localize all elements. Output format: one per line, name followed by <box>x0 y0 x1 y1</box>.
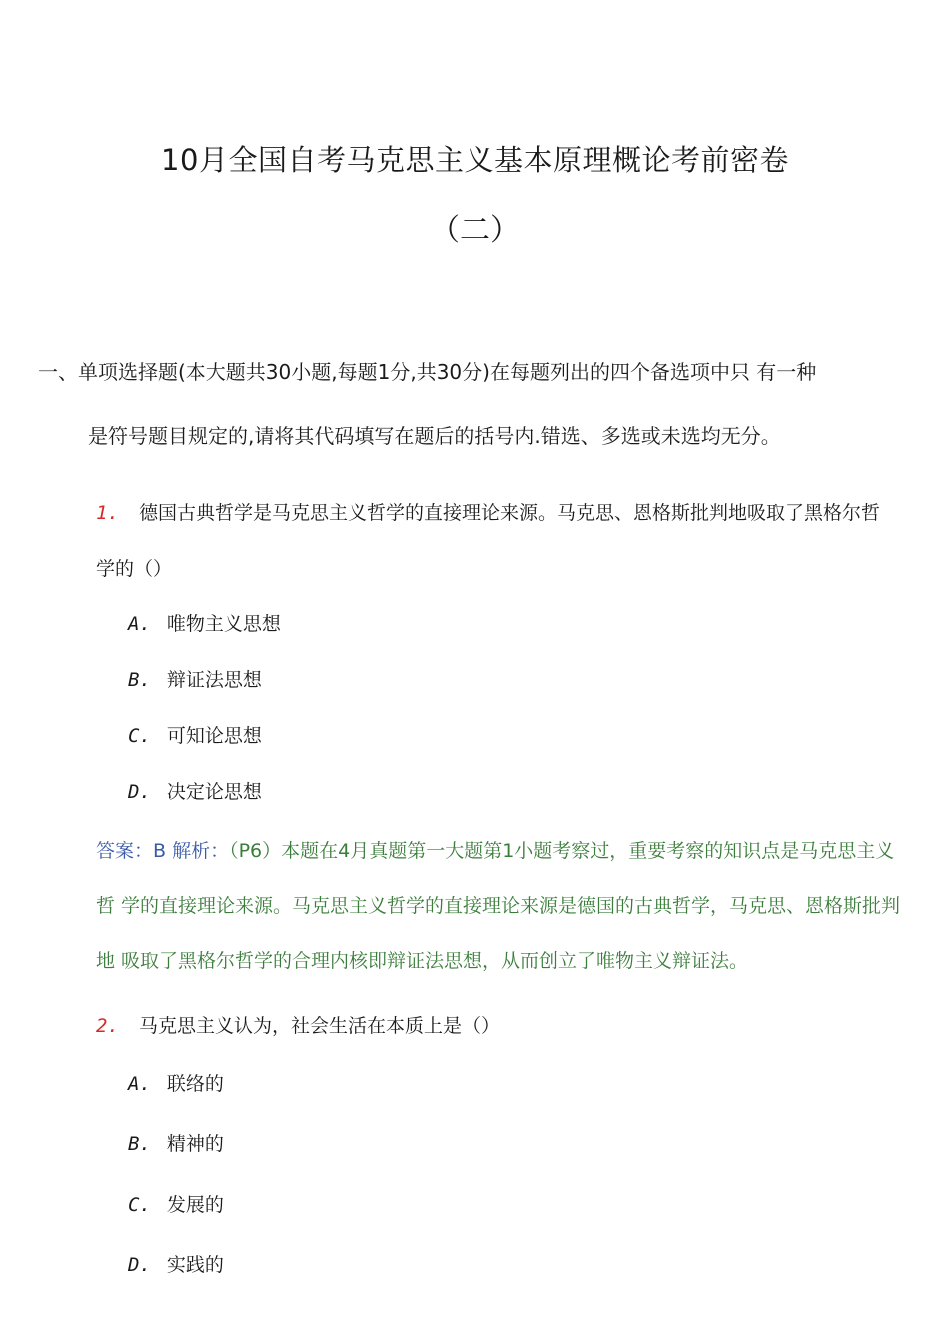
question-2 <box>96 1011 500 1038</box>
option-text: 精神的 <box>166 1133 224 1155</box>
option-letter: B. <box>128 1133 151 1155</box>
document-title: 10月全国自考马克思主义基本原理概论考前密卷 <box>161 143 789 177</box>
option-d <box>128 777 262 804</box>
option-letter: C. <box>128 1194 151 1216</box>
option-text: 辩证法思想 <box>166 669 262 691</box>
answer-text: （P6）本题在4月真题第一大题第1小题考察过，重要考察的知识点是马克思主义 <box>229 840 895 862</box>
option-text: 发展的 <box>166 1194 224 1216</box>
option-c <box>128 1190 224 1217</box>
question-number: 2. <box>96 1015 119 1037</box>
option-a <box>128 609 281 636</box>
option-b <box>128 665 262 692</box>
option-d <box>128 1250 224 1277</box>
option-b <box>128 1129 224 1156</box>
answer-text-cont: 哲 学的直接理论来源。马克思主义哲学的直接理论来源是德国的古典哲学，马克思、恩格斯批判 <box>96 895 901 917</box>
answer-label: 答案：B 解析： <box>96 840 230 862</box>
option-text: 决定论思想 <box>166 781 262 803</box>
option-text: 可知论思想 <box>166 725 262 747</box>
option-letter: D. <box>128 1254 151 1276</box>
option-c <box>128 721 262 748</box>
question-text: 德国古典哲学是马克思主义哲学的直接理论来源。马克思、恩格斯批判地吸取了黑格尔哲 <box>138 502 880 524</box>
question-number: 1. <box>96 502 119 524</box>
answer-explanation <box>96 836 894 863</box>
option-text: 实践的 <box>166 1254 224 1276</box>
option-letter: A. <box>128 613 151 635</box>
option-a <box>128 1069 224 1096</box>
answer-text-cont: 地 吸取了黑格尔哲学的合理内核即辩证法思想，从而创立了唯物主义辩证法。 <box>96 950 749 972</box>
question-text: 马克思主义认为，社会生活在本质上是（） <box>138 1015 500 1037</box>
option-letter: A. <box>128 1073 151 1095</box>
option-letter: D. <box>128 781 151 803</box>
document-subtitle: （二） <box>430 213 520 248</box>
section-instructions-line2: 是符号题目规定的,请将其代码填写在题后的括号内.错选、多选或未选均无分。 <box>88 424 781 448</box>
question-1 <box>96 498 880 525</box>
option-text: 唯物主义思想 <box>166 613 281 635</box>
question-text-cont: 学的（） <box>96 558 173 580</box>
option-text: 联络的 <box>166 1073 224 1095</box>
section-instructions-line1: 一、单项选择题(本大题共30小题,每题1分,共30分)在每题列出的四个备选项中只 有一种 <box>38 360 817 384</box>
option-letter: B. <box>128 669 151 691</box>
option-letter: C. <box>128 725 151 747</box>
